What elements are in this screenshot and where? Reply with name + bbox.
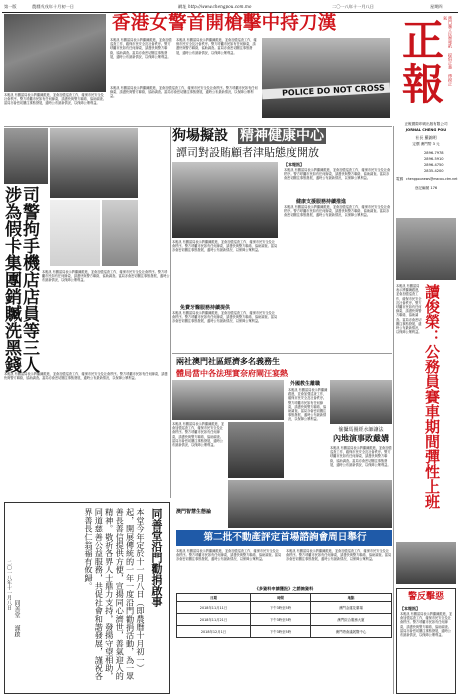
left-body-b: 本報訊 有關當局表示將繼續跟進，並會加強巡查工作，確保市民安全及社會秩序。警方呼籲市民如有任何線索，請盡快與警方聯絡，協助調查。當局亦會密切關注事態發展，適時公布最新情況，以保障公眾利益。: [4, 372, 168, 381]
issue-date: 二〇一八年十一月八日: [332, 4, 374, 9]
center-label: 【本報訊】: [284, 162, 304, 167]
charity-body: 本堂今年定於十一月八日（即農曆十月初一）起，開展傳統的一年一度沿門勸捐活動，為一眾善長善信提供方便，宣揚同心濟世，善氣迎人的精神。敬祈各界人士鼎力支持，發揚守望相助，同道慈善公益服務，共促社會和諧發展，謹祝各界善長仁翁福有攸歸。: [83, 508, 146, 681]
blue-banner-headline: 第二批不動產評定首場諮詢會周日舉行: [203, 532, 367, 543]
email-label: 電郵: [396, 177, 404, 181]
table-cell: 澳門塔會議展覽中心: [310, 626, 391, 638]
right-body: 本報訊 有關當局表示將繼續跟進，並會加強巡查工作，確保市民安全及社會秩序。警方呼籲市民如有任何線索，請盡快與警方聯絡，協助調查。當局亦會密切關注事態發展，適時公布最新情況，以保障公眾利益。: [396, 284, 422, 335]
table-cell: 下午3時至5時: [251, 602, 311, 614]
center-body-d: 本報訊 有關當局表示將繼續跟進，並會加強巡查工作，確保市民安全及社會秩序。警方呼籲市民如有任何線索，請盡快與警方聯絡，協助調查。當局亦會密切關注事態發展，適時公布最新情況，以保障公眾利益。: [284, 205, 391, 218]
center-section-title: 健康支援服務持續推進: [296, 199, 347, 205]
middle-photo-1: [172, 380, 284, 420]
left-body-a: 本報訊 有關當局表示將繼續跟進，並會加強巡查工作，確保市民安全及社會秩序。警方呼籲市民如有任何線索，請盡快與警方聯絡，協助調查。當局亦會密切關注事態發展，適時公布最新情況，以保障公眾利益。: [42, 270, 170, 283]
middle-photo-2: [228, 422, 284, 478]
center-subhead: 譚司對設賄顧者津貼態度開放: [176, 146, 319, 159]
table-cell: 澳門金蓮花廣場: [310, 602, 391, 614]
center-body-b: 本報訊 有關當局表示將繼續跟進，並會加強巡查工作，確保市民安全及社會秩序。警方呼籲市民如有任何線索，請盡快與警方聯絡，協助調查。當局亦會密切關注事態發展，適時公布最新情況，以保障公眾利益。: [172, 311, 278, 324]
middle-subhead: 體局當中各法理實奈府閘汪宴熱: [176, 368, 288, 378]
table-title: 《多資料申請獲批》之諮詢資料: [254, 586, 314, 591]
top-left-caption: 本報訊 有關當局表示將繼續跟進，並會加強巡查工作，確保市民安全及社會秩序。警方呼籲市民如有任何線索，請盡快與警方聯絡，協助調查。當局亦會密切關注事態發展，適時公布最新情況，以保障公眾利益。: [4, 93, 106, 106]
table-cell: 下午3時至5時: [251, 614, 311, 626]
table-header: 時間: [251, 594, 311, 602]
column-rule: [393, 126, 394, 694]
middle-photo-caption-sub: 偷攝馬圈經水師讓法: [338, 427, 384, 433]
center-kicker: 狗場擬設: [172, 128, 228, 144]
middle-body-c: 本報訊 有關當局表示將繼續跟進，並會加強巡查工作，確保市民安全及社會秩序。警方呼籲市民如有任何線索，請盡快與警方聯絡，協助調查。當局亦會密切關注事態發展，適時公布最新情況，以保障公眾利益。: [330, 446, 392, 467]
website-url[interactable]: http://www.chengpou.com.mo: [188, 4, 252, 9]
top-left-photo: [4, 14, 106, 92]
office: 社長 羅錦明: [415, 135, 437, 140]
ad-title: 警反擊惡: [407, 592, 444, 602]
left-photo-2: [50, 128, 138, 198]
table-header-row: [177, 594, 392, 602]
middle-photo-caption-2: 澳門智慧生態論: [176, 509, 212, 515]
top-story-body-a: 本報訊 有關當局表示將繼續跟進，並會加強巡查工作，確保市民安全及社會秩序。警方呼籲市民如有任何線索，請盡快與警方聯絡，協助調查。當局亦會密切關注事態發展，適時公布最新情況，以保障公眾利益。: [110, 38, 172, 59]
center-section-title-2: 免費牙醫服務持續提供: [180, 305, 231, 311]
row-rule: [172, 353, 392, 354]
right-photo-2: [396, 542, 456, 584]
top-story-photo: [262, 38, 390, 118]
table-cell: 澳門綜合服務大廈: [310, 614, 391, 626]
weekday: 星期四: [430, 4, 443, 9]
phone-1: 2896-7978: [424, 151, 444, 155]
phone-2: 2896-5910: [424, 157, 444, 161]
registration-number: 登記編號 176: [414, 186, 438, 190]
center-body-c: 本報訊 有關當局表示將繼續跟進，並會加強巡查工作，確保市民安全及社會秩序。警方呼籲市民如有任何線索，請盡快與警方聯絡，協助調查。當局亦會密切關注事態發展，適時公布最新情況，以保障公眾利益。: [284, 168, 391, 181]
left-headline-1: 司警拘手機店店員等三人: [19, 186, 39, 373]
center-headline-highlight: 精神健康中心: [240, 128, 324, 144]
table-cell: 2018年11月21日: [177, 614, 251, 626]
charity-sign: 同善堂 謹啟: [13, 600, 20, 637]
right-photo-1: [396, 218, 456, 280]
page-number: 第一版: [4, 4, 17, 9]
table-header: 日期: [177, 594, 251, 602]
charity-date: 二〇一八年十一月八日: [6, 560, 12, 610]
lunar-date: 農曆戊戌年十月初一日: [32, 4, 74, 9]
masthead-slogan: 澳門獨立民辦報紙 提倡正義 傳揚正氣: [443, 16, 453, 86]
paper-name: 正報: [396, 18, 445, 106]
blue-banner-body-b: 本報訊 有關當局表示將繼續跟進，並會加強巡查工作，確保市民安全及社會秩序。警方呼籲市民如有任何線索，請盡快與警方聯絡，協助調查。當局亦會密切關注事態發展，適時公布最新情況，以保障公眾利益。: [286, 549, 392, 562]
top-story-body-c: 本報訊 有關當局表示將繼續跟進，並會加強巡查工作，確保市民安全及社會秩序。警方呼籲市民如有任何線索，請盡快與警方聯絡，協助調查。當局亦會密切關注事態發展，適時公布最新情況，以保障公眾利益。: [110, 86, 258, 99]
consultation-table: [176, 593, 392, 638]
left-headline-2: 涉為假卡集團銷贓洗黑錢: [1, 186, 21, 373]
table-cell: 2018年12月1日: [177, 626, 251, 638]
top-story-body-b: 本報訊 有關當局表示將繼續跟進，並會加強巡查工作，確保市民安全及社會秩序。警方呼籲市民如有任何線索，請盡快與警方聯絡，協助調查。當局亦會密切關注事態發展，適時公布最新情況，以保障公眾利益。: [176, 38, 257, 55]
police-tape-text: POLICE DO NOT CROSS: [281, 83, 385, 98]
phone-3: 2896-4750: [424, 163, 444, 167]
ad-body: 本報訊 有關當局表示將繼續跟進，並會加強巡查工作，確保市民安全及社會秩序。警方呼籲市民如有任何線索，請盡快與警方聯絡，協助調查。當局亦會密切關注事態發展，適時公布最新情況，以保障公眾利益。: [400, 612, 452, 638]
email[interactable]: chengpounews@macau.ctm.net: [406, 177, 458, 181]
middle-body-a: 本報訊 有關當局表示將繼續跟進，並會加強巡查工作，確保市民安全及社會秩序。警方呼籲市民如有任何線索，請盡快與警方聯絡，協助調查。當局亦會密切關注事態發展，適時公布最新情況，以保障公眾利益。: [172, 422, 225, 448]
middle-photo-4: [228, 480, 392, 528]
table-row: [177, 602, 392, 614]
row-rule: [4, 126, 392, 127]
middle-body-b: 本報訊 有關當局表示將繼續跟進，並會加強巡查工作，確保市民安全及社會秩序。警方呼籲市民如有任何線索，請盡快與警方聯絡，協助調查。當局亦會密切關注事態發展，適時公布最新情況，以保障公眾利益。: [288, 388, 328, 422]
center-body-a: 本報訊 有關當局表示將繼續跟進，並會加強巡查工作，確保市民安全及社會秩序。警方呼籲市民如有任何線索，請盡快與警方聯絡，協助調查。當局亦會密切關注事態發展，適時公布最新情況，以保障公眾利益。: [172, 240, 278, 253]
center-photo: [172, 162, 278, 238]
publisher-note: 正報國際印刷出版有限公司: [404, 122, 448, 126]
table-row: [177, 614, 392, 626]
top-story-headline: 香港女警首開槍擊中持刀漢: [112, 13, 337, 34]
middle-photo-3: [330, 380, 392, 424]
table-cell: 2018年11月11日: [177, 602, 251, 614]
table-cell: 下午3時至5時: [251, 626, 311, 638]
left-photo-1: [4, 128, 48, 184]
middle-headline: 兩社澳門社區經濟多名義務生: [176, 356, 280, 366]
masthead-logo-area: [394, 14, 458, 214]
middle-photo-caption: 內地演事敗戴媾: [333, 433, 389, 443]
right-headline: 讀俊榮：公務員賽車期間彈性上班: [423, 284, 441, 509]
website-label: 網址: [178, 4, 187, 9]
left-photo-4: [102, 200, 138, 266]
charity-title: 同善堂沿門勸捐啟事: [150, 508, 163, 607]
table-header: 地點: [310, 594, 391, 602]
price: 定價 澳門幣 3 元: [412, 142, 440, 146]
column-rule: [170, 126, 171, 498]
publisher-en: JORNAL CHENG POU: [405, 128, 447, 132]
phone-4: 2835-4200: [424, 169, 444, 173]
ad-caption: 【本報訊】: [400, 606, 420, 611]
blue-banner-body-a: 本報訊 有關當局表示將繼續跟進，並會加強巡查工作，確保市民安全及社會秩序。警方呼籲市民如有任何線索，請盡快與警方聯絡，協助調查。當局亦會密切關注事態發展，適時公布最新情況，以保障公眾利益。: [176, 549, 282, 562]
table-row: [177, 626, 392, 638]
middle-side-title: 外國教生離職: [290, 381, 321, 387]
masthead-strip: [2, 2, 458, 12]
left-photo-3: [50, 200, 100, 266]
